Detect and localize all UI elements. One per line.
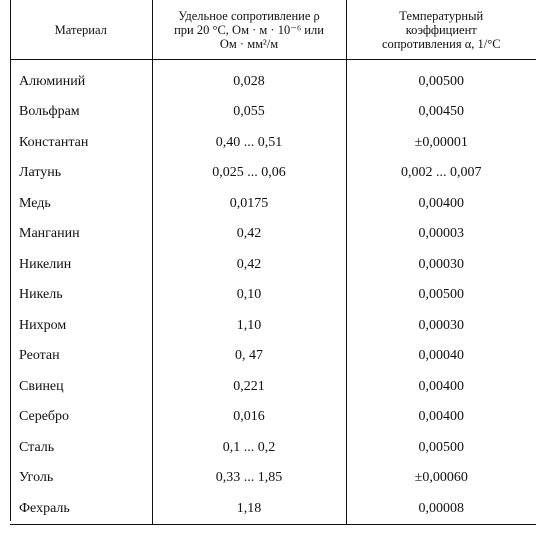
cell-material: Фехраль (10, 494, 152, 525)
cell-resistivity: 0,221 (152, 372, 346, 403)
cell-material: Латунь (10, 158, 152, 189)
cell-material: Манганин (10, 219, 152, 250)
cell-resistivity: 0,10 (152, 280, 346, 311)
cell-material: Реотан (10, 341, 152, 372)
cell-material: Сталь (10, 433, 152, 464)
table-row (10, 280, 536, 311)
cell-coefficient: 0,00450 (418, 104, 464, 120)
table-row (10, 402, 536, 433)
cell-material: Медь (10, 189, 152, 220)
cell-coefficient: 0,00400 (418, 378, 464, 394)
table-row (10, 433, 536, 464)
table-row (10, 311, 536, 342)
cell-resistivity: 0,016 (152, 402, 346, 433)
cell-coefficient: 0,00400 (418, 409, 464, 425)
cell-material: Вольфрам (10, 97, 152, 128)
cell-material: Алюминий (10, 60, 152, 98)
cell-resistivity: 0,055 (152, 97, 346, 128)
cell-resistivity: 0, 47 (152, 341, 346, 372)
cell-resistivity: 0,1 ... 0,2 (152, 433, 346, 464)
cell-resistivity: 0,025 ... 0,06 (152, 158, 346, 189)
cell-coefficient: 0,00008 (346, 494, 536, 525)
column-header-resistivity-line-2: при 20 °С, Ом · м · 10⁻⁶ или (174, 22, 324, 37)
table-row (10, 219, 536, 250)
cell-material: Нихром (10, 311, 152, 342)
column-header-material-label: Материал (54, 22, 107, 37)
cell-material: Никелин (10, 250, 152, 281)
cell-material: Серебро (10, 402, 152, 433)
cell-resistivity: 0,42 (152, 219, 346, 250)
table-row (10, 372, 536, 403)
table-header-row (10, 0, 536, 60)
column-header-coefficient-line-2: коэффициент (405, 22, 477, 37)
cell-coefficient: 0,00500 (418, 73, 464, 89)
cell-resistivity: 0,0175 (152, 189, 346, 220)
column-header-resistivity (152, 0, 346, 60)
cell-resistivity: 0,33 ... 1,85 (152, 463, 346, 494)
cell-coefficient: 0,00003 (418, 226, 464, 242)
table-row (10, 494, 536, 525)
cell-coefficient: 0,00500 (418, 287, 464, 303)
cell-coefficient: 0,00400 (418, 195, 464, 211)
column-header-resistivity-line-1: Удельное сопротивление ρ (178, 8, 320, 23)
table-row (10, 128, 536, 159)
table-row (10, 341, 536, 372)
cell-material: Никель (10, 280, 152, 311)
cell-coefficient: 0,002 ... 0,007 (401, 165, 482, 181)
cell-material: Свинец (10, 372, 152, 403)
resistivity-table (10, 0, 536, 525)
cell-material: Уголь (10, 463, 152, 494)
table-body (10, 60, 536, 525)
cell-coefficient: 0,00030 (418, 317, 464, 333)
table-row (10, 463, 536, 494)
cell-coefficient: ±0,00001 (414, 134, 468, 150)
column-header-coefficient-line-3: сопротивления α, 1/°С (381, 36, 501, 51)
table-row (10, 97, 536, 128)
column-header-coefficient-line-1: Температурный (399, 8, 484, 23)
cell-resistivity: 1,18 (152, 494, 346, 525)
cell-material: Константан (10, 128, 152, 159)
cell-resistivity: 0,028 (152, 60, 346, 98)
cell-coefficient: ±0,00060 (414, 470, 468, 486)
cell-resistivity: 0,42 (152, 250, 346, 281)
cell-coefficient: 0,00040 (418, 348, 464, 364)
cell-coefficient: 0,00030 (418, 256, 464, 272)
resistivity-table-container (10, 0, 536, 521)
table-row (10, 189, 536, 220)
table-row (10, 158, 536, 189)
table-row (10, 250, 536, 281)
column-header-coefficient (346, 0, 536, 60)
column-header-resistivity-line-3: Ом · мм²/м (219, 36, 279, 51)
column-header-material (10, 0, 152, 60)
cell-resistivity: 1,10 (152, 311, 346, 342)
cell-resistivity: 0,40 ... 0,51 (152, 128, 346, 159)
table-row (10, 60, 536, 98)
table-header (10, 0, 536, 60)
cell-coefficient: 0,00500 (418, 439, 464, 455)
